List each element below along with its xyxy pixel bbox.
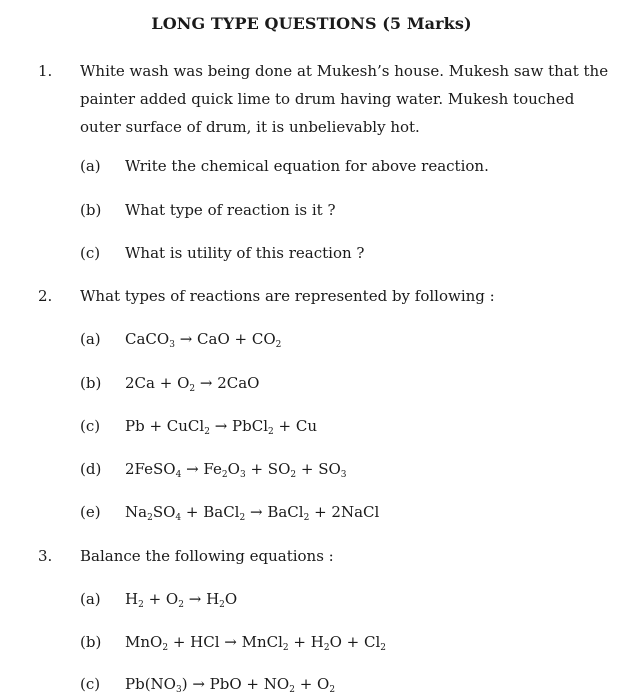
part-text: Write the chemical equation for above reaction. bbox=[125, 157, 489, 175]
part-label: (c) bbox=[80, 417, 101, 435]
part-label: (c) bbox=[80, 675, 101, 693]
question-1-number: 1. bbox=[38, 62, 53, 80]
question-2-part-e bbox=[80, 503, 379, 521]
question-1-part-c bbox=[80, 244, 364, 262]
part-equation: 2FeSO$_4$ → $Fe_2O_3 + SO_2 + SO_3$ bbox=[125, 460, 347, 480]
part-equation: MnO$_2$ + HCl → MnCl$_2$ + $H_2O + Cl_2$ bbox=[125, 633, 386, 653]
question-1-part-b bbox=[80, 201, 336, 219]
page-title: LONG TYPE QUESTIONS (5 Marks) bbox=[151, 14, 472, 33]
question-3-text: Balance the following equations : bbox=[80, 547, 334, 565]
part-label: (a) bbox=[80, 157, 101, 175]
question-1-text: White wash was being done at Mukesh’s house. Mukesh saw that the painter added quick lime to drum having water. Mukesh touched outer surface of drum, it is unbelievably hot. bbox=[80, 62, 609, 136]
question-2-part-a bbox=[80, 330, 281, 348]
part-equation: $2Ca + O_2 \to 2CaO$ bbox=[125, 374, 260, 394]
part-label: (c) bbox=[80, 244, 101, 262]
part-equation: $Pb(NO_3)$ → PbO + $NO_2 + O_2$ bbox=[125, 675, 336, 695]
part-equation: Pb + CuCl$_2$ → PbCl$_2$ + Cu bbox=[125, 417, 318, 437]
question-3-part-c bbox=[80, 675, 335, 693]
question-3-number: 3. bbox=[38, 547, 53, 565]
question-2-part-c bbox=[80, 417, 317, 435]
question-2-text: What types of reactions are represented by following : bbox=[80, 287, 495, 305]
question-1-part-a bbox=[80, 157, 489, 175]
part-equation: $H_2 + O_2 \to H_2O$ bbox=[125, 590, 238, 610]
part-label: (b) bbox=[80, 633, 102, 651]
part-label: (b) bbox=[80, 201, 102, 219]
question-3-part-b bbox=[80, 633, 386, 651]
question-2-part-b bbox=[80, 374, 259, 392]
question-2-number: 2. bbox=[38, 287, 53, 305]
part-label: (a) bbox=[80, 330, 101, 348]
part-equation: $Na_2SO_4$ + BaCl$_2$ → BaCl$_2$ + 2NaCl bbox=[125, 503, 380, 523]
part-equation: CaCO$_3$ → CaO + $CO_2$ bbox=[125, 330, 282, 350]
part-text: What is utility of this reaction ? bbox=[125, 244, 365, 262]
part-label: (d) bbox=[80, 460, 102, 478]
question-2-part-d bbox=[80, 460, 347, 478]
part-label: (a) bbox=[80, 590, 101, 608]
part-text: What type of reaction is it ? bbox=[125, 201, 336, 219]
part-label: (b) bbox=[80, 374, 102, 392]
question-3-part-a bbox=[80, 590, 237, 608]
part-label: (e) bbox=[80, 503, 101, 521]
